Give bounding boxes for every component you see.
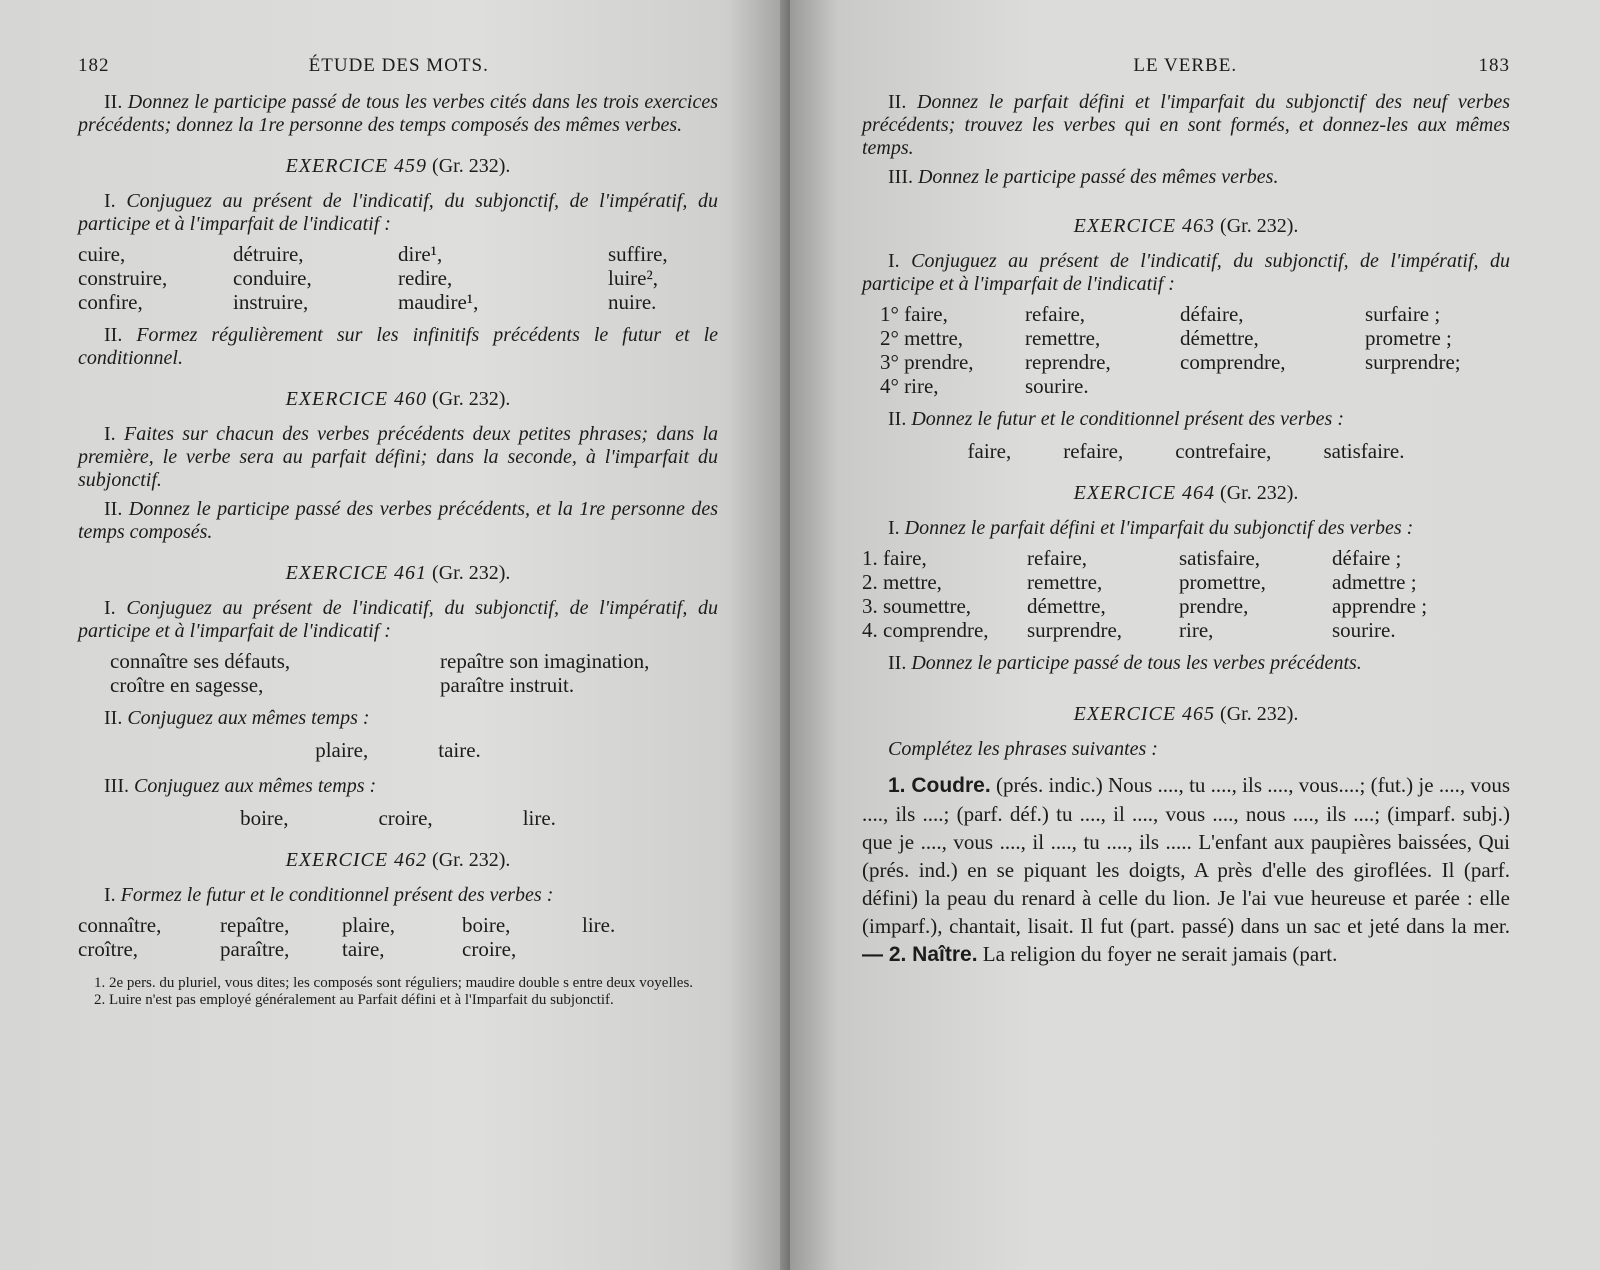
word: 4. comprendre,: [862, 618, 989, 642]
word: connaître,: [78, 913, 162, 937]
word: apprendre ;: [1332, 594, 1428, 618]
ex460-part-ii: II. Donnez le participe passé des verbes précédents, et la 1re personne des temps composés.: [78, 498, 718, 543]
right-page-number: 183: [1478, 55, 1510, 76]
word: [582, 937, 682, 961]
word: connaître ses défauts,: [110, 649, 291, 673]
word: luire²,: [608, 266, 659, 290]
ex461-part-iii: III. Conjuguez aux mêmes temps :: [104, 775, 377, 797]
ex464-part-i: I. Donnez le parfait défini et l'imparfait du subjonctif des verbes :: [888, 517, 1414, 539]
ex461-word-grid: [78, 649, 718, 697]
word: remettre,: [1025, 326, 1101, 350]
word: [1180, 374, 1365, 398]
ex463-part-ii-words: [862, 439, 1510, 464]
word: 3. soumettre,: [862, 594, 972, 618]
word: contrefaire,: [1175, 439, 1272, 463]
word: dire¹,: [398, 242, 443, 266]
word: défaire ;: [1332, 546, 1402, 570]
word: satisfaire.: [1323, 439, 1405, 463]
word: refaire,: [1063, 439, 1124, 463]
left-intro: II. Donnez le participe passé de tous les verbes cités dans les trois exercices précédents; donnez la 1re personne des temps composés des mêmes verbes.: [78, 91, 718, 136]
exercise-459-title: EXERCICE 459 (Gr. 232).: [285, 155, 511, 177]
right-page-content: [862, 55, 1510, 969]
word: lire.: [522, 806, 556, 830]
word: rire,: [1179, 618, 1214, 642]
ex465-intro: Complétez les phrases suivantes :: [888, 738, 1158, 760]
word: boire,: [462, 913, 511, 937]
word: 2° mettre,: [880, 326, 964, 350]
word: lire.: [582, 913, 616, 937]
word: remettre,: [1027, 570, 1103, 594]
word: croître,: [78, 937, 139, 961]
word: construire,: [78, 266, 168, 290]
word: refaire,: [1027, 546, 1088, 570]
word: plaire,: [342, 913, 396, 937]
word: 3° prendre,: [880, 350, 974, 374]
exercise-462-title: EXERCICE 462 (Gr. 232).: [285, 849, 511, 871]
word: instruire,: [233, 290, 309, 314]
exercise-460-title: EXERCICE 460 (Gr. 232).: [285, 388, 511, 410]
word: croire,: [378, 806, 433, 830]
exercise-463-title: EXERCICE 463 (Gr. 232).: [1073, 215, 1299, 237]
word: démettre,: [1027, 594, 1106, 618]
ex459-word-grid: [78, 242, 718, 314]
word: conduire,: [233, 266, 312, 290]
right-intro-ii: II. Donnez le parfait défini et l'imparfait du subjonctif des neuf verbes précédents; trouvez les verbes qui en sont formés, et donnez-les aux mêmes temps.: [862, 91, 1511, 159]
word: détruire,: [233, 242, 304, 266]
word: suffire,: [608, 242, 668, 266]
ex463-part-ii: II. Donnez le futur et le conditionnel présent des verbes :: [888, 408, 1345, 430]
left-page-content: [78, 55, 718, 1009]
word: sourire.: [1025, 374, 1089, 398]
word: nuire.: [608, 290, 657, 314]
word: prometre ;: [1365, 326, 1452, 350]
word: croître en sagesse,: [110, 673, 264, 697]
left-page: [0, 0, 790, 1270]
word: démettre,: [1180, 326, 1259, 350]
left-running-title: ÉTUDE DES MOTS.: [308, 55, 489, 76]
word: 1° faire,: [880, 302, 948, 326]
right-intro-iii: III. Donnez le participe passé des mêmes verbes.: [888, 166, 1279, 188]
word: boire,: [240, 806, 289, 830]
ex463-part-i: I. Conjuguez au présent de l'indicatif, du subjonctif, de l'impératif, du participe et à l'imparfait de l'indicatif :: [862, 250, 1511, 295]
footnote-1: 1. 2e pers. du pluriel, vous dites; les composés sont réguliers; maudire double s entre deux voyelles.: [94, 975, 694, 991]
word: croire,: [462, 937, 517, 961]
footnote-2: 2. Luire n'est pas employé généralement au Parfait défini et à l'Imparfait du subjonctif.: [94, 992, 614, 1008]
word: refaire,: [1025, 302, 1086, 326]
word: confire,: [78, 290, 143, 314]
word: taire,: [342, 937, 385, 961]
ex461-part-ii: II. Conjuguez aux mêmes temps :: [104, 707, 370, 729]
word: surprendre,: [1027, 618, 1123, 642]
word: défaire,: [1180, 302, 1244, 326]
word: satisfaire,: [1179, 546, 1261, 570]
right-running-head: [862, 55, 1510, 77]
ex460-part-i: I. Faites sur chacun des verbes précédents deux petites phrases; dans la première, le verbe sera au parfait défini; dans la seconde, à l'imparfait du subjonctif.: [78, 423, 718, 491]
footnotes: [78, 975, 718, 1009]
ex464-word-grid: [862, 546, 1510, 642]
word: surprendre;: [1365, 350, 1461, 374]
word: comprendre,: [1180, 350, 1286, 374]
ex465-paragraph-1: 1. Coudre. (prés. indic.) Nous ...., tu ...., ils ...., vous....; (fut.) je ...., vous ...., ils ....; (parf. déf.) tu ...., il ...., vous ...., nous ...., ils ....; (imparf. subj.) que je ...., vous ...., il ...., tu ...., ils ..... L'enfant aux paupières baissées, Qui (prés. ind.) en se piquant les doigts, A près d'elle des giroflées. Il (parf. défini) la peau du renard à celle du lion. Je l'ai vue heureuse et parée : elle (imparf.), chantait, lisait. Il fut (part. passé) dans un sac et jeté dans la mer. — 2. Naître. La religion du foyer ne serait jamais (part.: [862, 773, 1511, 966]
word: paraître instruit.: [440, 673, 575, 697]
exercise-464-title: EXERCICE 464 (Gr. 232).: [1073, 482, 1299, 504]
word: cuire,: [78, 242, 126, 266]
word: maudire¹,: [398, 290, 479, 314]
word: reprendre,: [1025, 350, 1111, 374]
word: 4° rire,: [880, 374, 939, 398]
ex461-part-ii-words: [78, 738, 718, 763]
word: repaître son imagination,: [440, 649, 650, 673]
word: surfaire ;: [1365, 302, 1441, 326]
ex461-part-iii-words: [78, 806, 718, 831]
word: plaire,: [315, 738, 369, 762]
word: taire.: [438, 738, 481, 762]
word: sourire.: [1332, 618, 1396, 642]
right-page: [790, 0, 1600, 1270]
right-running-title: LE VERBE.: [1133, 55, 1238, 76]
ex463-word-grid: [862, 302, 1510, 398]
word: repaître,: [220, 913, 290, 937]
word: 1. faire,: [862, 546, 927, 570]
ex461-part-i: I. Conjuguez au présent de l'indicatif, du subjonctif, de l'impératif, du participe et à l'imparfait de l'indicatif :: [78, 597, 719, 642]
word: admettre ;: [1332, 570, 1417, 594]
ex464-part-ii: II. Donnez le participe passé de tous les verbes précédents.: [888, 652, 1362, 674]
exercise-461-title: EXERCICE 461 (Gr. 232).: [285, 562, 511, 584]
ex459-part-ii: II. Formez régulièrement sur les infinitifs précédents le futur et le conditionnel.: [78, 324, 718, 369]
word: paraître,: [220, 937, 290, 961]
left-running-head: [78, 55, 718, 77]
left-page-number: 182: [78, 55, 110, 76]
exercise-465-title: EXERCICE 465 (Gr. 232).: [1073, 703, 1299, 725]
word: [1365, 374, 1505, 398]
word: 2. mettre,: [862, 570, 942, 594]
word: promettre,: [1179, 570, 1266, 594]
ex462-word-grid: [78, 913, 718, 961]
ex459-part-i: I. Conjuguez au présent de l'indicatif, du subjonctif, de l'impératif, du participe et à l'imparfait de l'indicatif :: [78, 190, 719, 235]
word: faire,: [967, 439, 1012, 463]
word: redire,: [398, 266, 453, 290]
word: prendre,: [1179, 594, 1249, 618]
ex462-part-i: I. Formez le futur et le conditionnel présent des verbes :: [104, 884, 554, 906]
